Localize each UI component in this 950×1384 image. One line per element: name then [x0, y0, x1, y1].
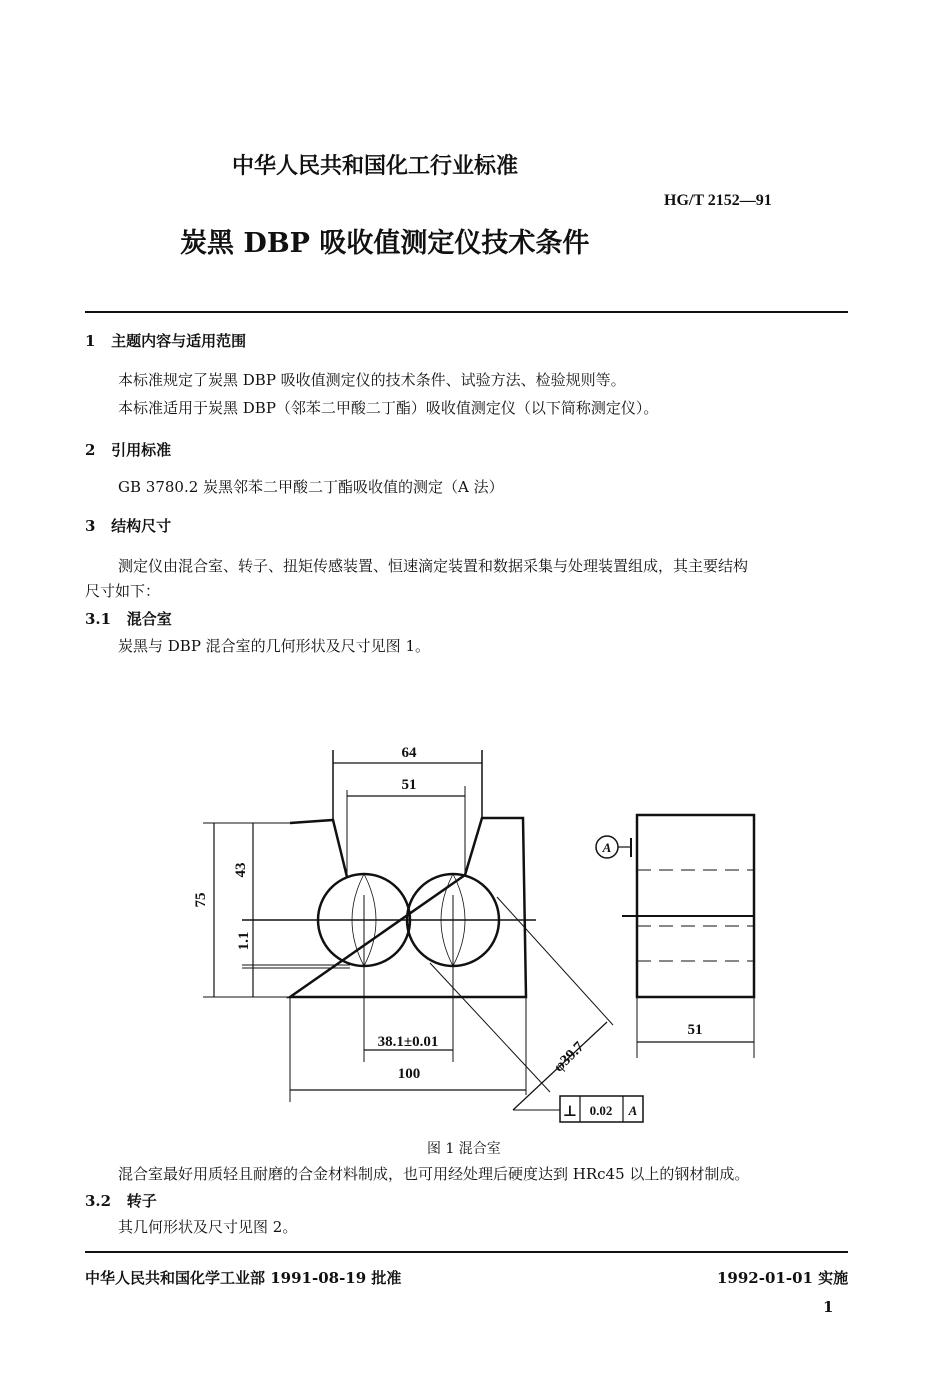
- tolerance-value: 0.02: [589, 1103, 613, 1118]
- section-3-heading: 3 结构尺寸: [85, 517, 172, 535]
- paragraph: 尺寸如下：: [85, 582, 161, 600]
- section-1-heading: 1 主题内容与适用范围: [85, 332, 247, 350]
- standard-code: HG/T 2152—91: [664, 192, 772, 209]
- tolerance-symbol: ⊥: [562, 1104, 578, 1120]
- section-3-2-heading: 3.2 转子: [85, 1192, 157, 1210]
- reference-standard: GB 3780.2 炭黑邻苯二甲酸二丁酯吸收值的测定（A 法）: [118, 478, 504, 496]
- figure-caption: 图 1 混合室: [427, 1141, 501, 1157]
- side-view: [637, 815, 754, 997]
- dim-64: 64: [401, 745, 417, 761]
- agency-title: 中华人民共和国化工行业标准: [232, 153, 519, 179]
- paragraph: 炭黑与 DBP 混合室的几何形状及尺寸见图 1。: [118, 637, 430, 655]
- dim-phi-39-7: φ39.7: [550, 1038, 588, 1076]
- paragraph: 混合室最好用质轻且耐磨的合金材料制成，也可用经处理后硬度达到 HRc45 以上的钢材制成。: [118, 1165, 750, 1183]
- paragraph: 其几何形状及尺寸见图 2。: [118, 1218, 298, 1236]
- tolerance-datum: A: [628, 1103, 638, 1118]
- paragraph: 本标准规定了炭黑 DBP 吸收值测定仪的技术条件、试验方法、检验规则等。: [118, 371, 626, 389]
- dim-side-51: 51: [687, 1022, 703, 1038]
- dim-38-1: 38.1±0.01: [377, 1034, 439, 1050]
- effective-date: 1992-01-01 实施: [717, 1269, 849, 1287]
- paragraph: 本标准适用于炭黑 DBP（邻苯二甲酸二丁酯）吸收值测定仪（以下简称测定仪）。: [118, 399, 659, 417]
- section-2-heading: 2 引用标准: [85, 441, 172, 459]
- section-3-1-heading: 3.1 混合室: [85, 610, 172, 628]
- document-title: 炭黑 DBP 吸收值测定仪技术条件: [180, 228, 590, 259]
- footer-rule: [85, 1251, 848, 1253]
- dim-75: 75: [193, 892, 209, 908]
- paragraph: 测定仪由混合室、转子、扭矩传感装置、恒速滴定装置和数据采集与处理装置组成，其主要结构: [118, 557, 749, 575]
- page-number: 1: [823, 1298, 834, 1316]
- approval-line: 中华人民共和国化学工业部 1991-08-19 批准: [85, 1269, 402, 1287]
- dim-51: 51: [401, 777, 417, 793]
- dim-1-1: 1.1: [236, 931, 252, 951]
- dim-100: 100: [397, 1066, 421, 1082]
- dim-43: 43: [233, 862, 249, 878]
- datum-label: A: [602, 840, 612, 855]
